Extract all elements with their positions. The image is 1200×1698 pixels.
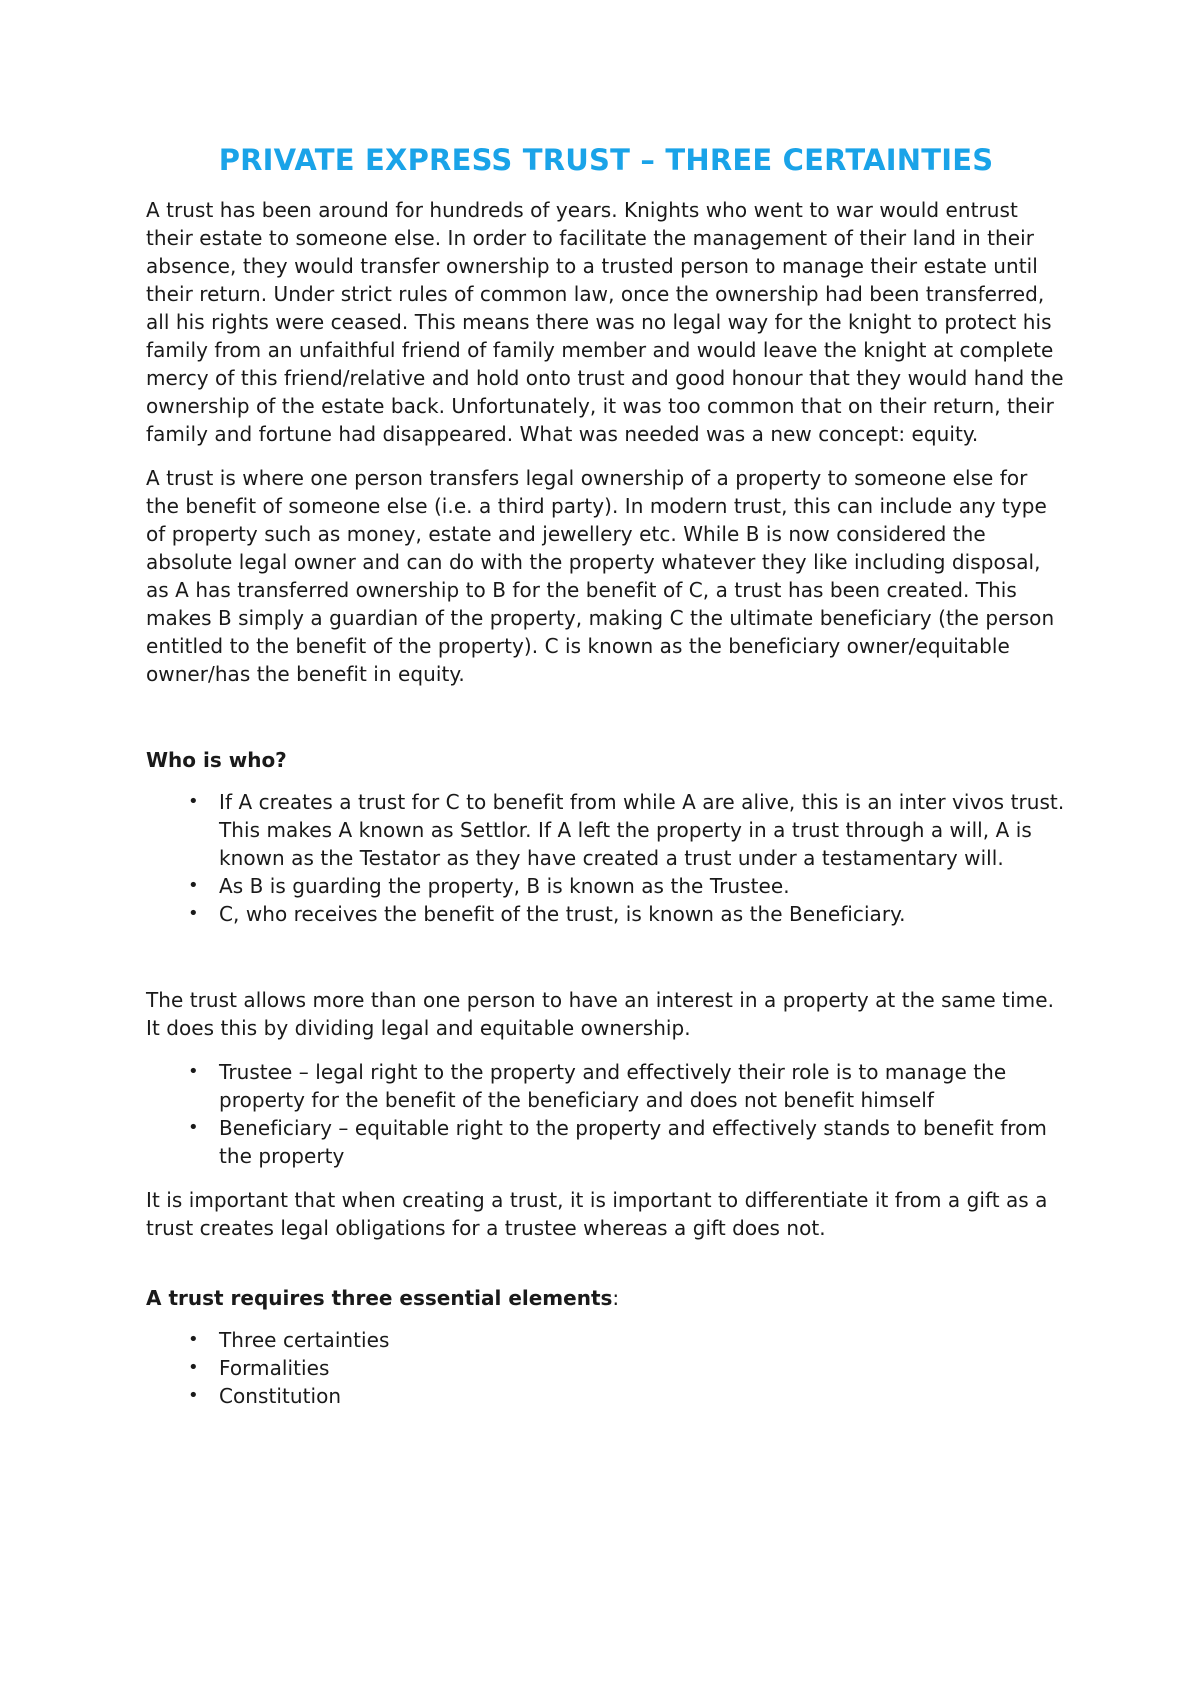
- list-item: [146, 1354, 1066, 1382]
- bullet-icon: •: [188, 903, 199, 924]
- spacer: [146, 944, 1066, 986]
- elements-heading-text: A trust requires three essential elements: [146, 1286, 613, 1310]
- list-item-text: C, who receives the benefit of the trust, is known as the Beneficiary.: [219, 902, 906, 926]
- list-item: [146, 788, 1066, 872]
- list-item-text: As B is guarding the property, B is known as the Trustee.: [219, 874, 790, 898]
- spacer: [146, 704, 1066, 746]
- who-is-who-heading: Who is who?: [146, 748, 287, 772]
- list-item: [146, 1058, 1066, 1114]
- spacer: [146, 1258, 1066, 1284]
- bullet-icon: •: [188, 1357, 199, 1378]
- who-is-who-list: [146, 788, 1066, 928]
- bullet-icon: •: [188, 1329, 199, 1350]
- definition-paragraph: A trust is where one person transfers legal ownership of a property to someone else for the benefit of someone else (i.e. a third party). In modern trust, this can include any type of property such as money, estate and jewellery etc. While B is now considered the absolute legal owner and can do with the property whatever they like including disposal, as A has transferred ownership to B for the benefit of C, a trust has been created. This makes B simply a guardian of the property, making C the ultimate beneficiary (the person entitled to the benefit of the property). C is known as the beneficiary owner/equitable owner/has the benefit in equity.: [146, 466, 1055, 686]
- bullet-icon: •: [188, 791, 199, 812]
- list-item: [146, 1114, 1066, 1170]
- bullet-icon: •: [188, 1061, 199, 1082]
- elements-heading: [146, 1284, 1066, 1312]
- gift-paragraph: It is important that when creating a trust, it is important to differentiate it from a gift as a trust creates legal obligations for a trustee whereas a gift does not.: [146, 1188, 1048, 1240]
- list-item: [146, 900, 1066, 928]
- list-item-text: Three certainties: [219, 1328, 390, 1352]
- document-page: [146, 140, 1066, 1426]
- bullet-icon: •: [188, 1385, 199, 1406]
- list-item-text: Beneficiary – equitable right to the property and effectively stands to benefit from the property: [219, 1116, 1047, 1168]
- roles-list: [146, 1058, 1066, 1170]
- list-item-text: Formalities: [219, 1356, 330, 1380]
- page-title: PRIVATE EXPRESS TRUST – THREE CERTAINTIES: [218, 143, 994, 177]
- list-item-text: If A creates a trust for C to benefit from while A are alive, this is an inter vivos trust. This makes A known as Settlor. If A left the property in a trust through a will, A is known as the Testator as they have created a trust under a testamentary will.: [219, 790, 1065, 870]
- list-item: [146, 1326, 1066, 1354]
- bullet-icon: •: [188, 1117, 199, 1138]
- list-item: [146, 1382, 1066, 1410]
- list-item: [146, 872, 1066, 900]
- elements-list: [146, 1326, 1066, 1410]
- intro-paragraph: A trust has been around for hundreds of years. Knights who went to war would entrust their estate to someone else. In order to facilitate the management of their land in their absence, they would transfer ownership to a trusted person to manage their estate until their return. Under strict rules of common law, once the ownership had been transferred, all his rights were ceased. This means there was no legal way for the knight to protect his family from an unfaithful friend of family member and would leave the knight at complete mercy of this friend/relative and hold onto trust and good honour that they would hand the ownership of the estate back. Unfortunately, it was too common that on their return, their family and fortune had disappeared. What was needed was a new concept: equity.: [146, 198, 1064, 446]
- bullet-icon: •: [188, 875, 199, 896]
- list-item-text: Trustee – legal right to the property and effectively their role is to manage the property for the benefit of the beneficiary and does not benefit himself: [219, 1060, 1007, 1112]
- elements-heading-colon: :: [612, 1286, 620, 1310]
- interest-paragraph: The trust allows more than one person to have an interest in a property at the same time. It does this by dividing legal and equitable ownership.: [146, 988, 1054, 1040]
- list-item-text: Constitution: [219, 1384, 342, 1408]
